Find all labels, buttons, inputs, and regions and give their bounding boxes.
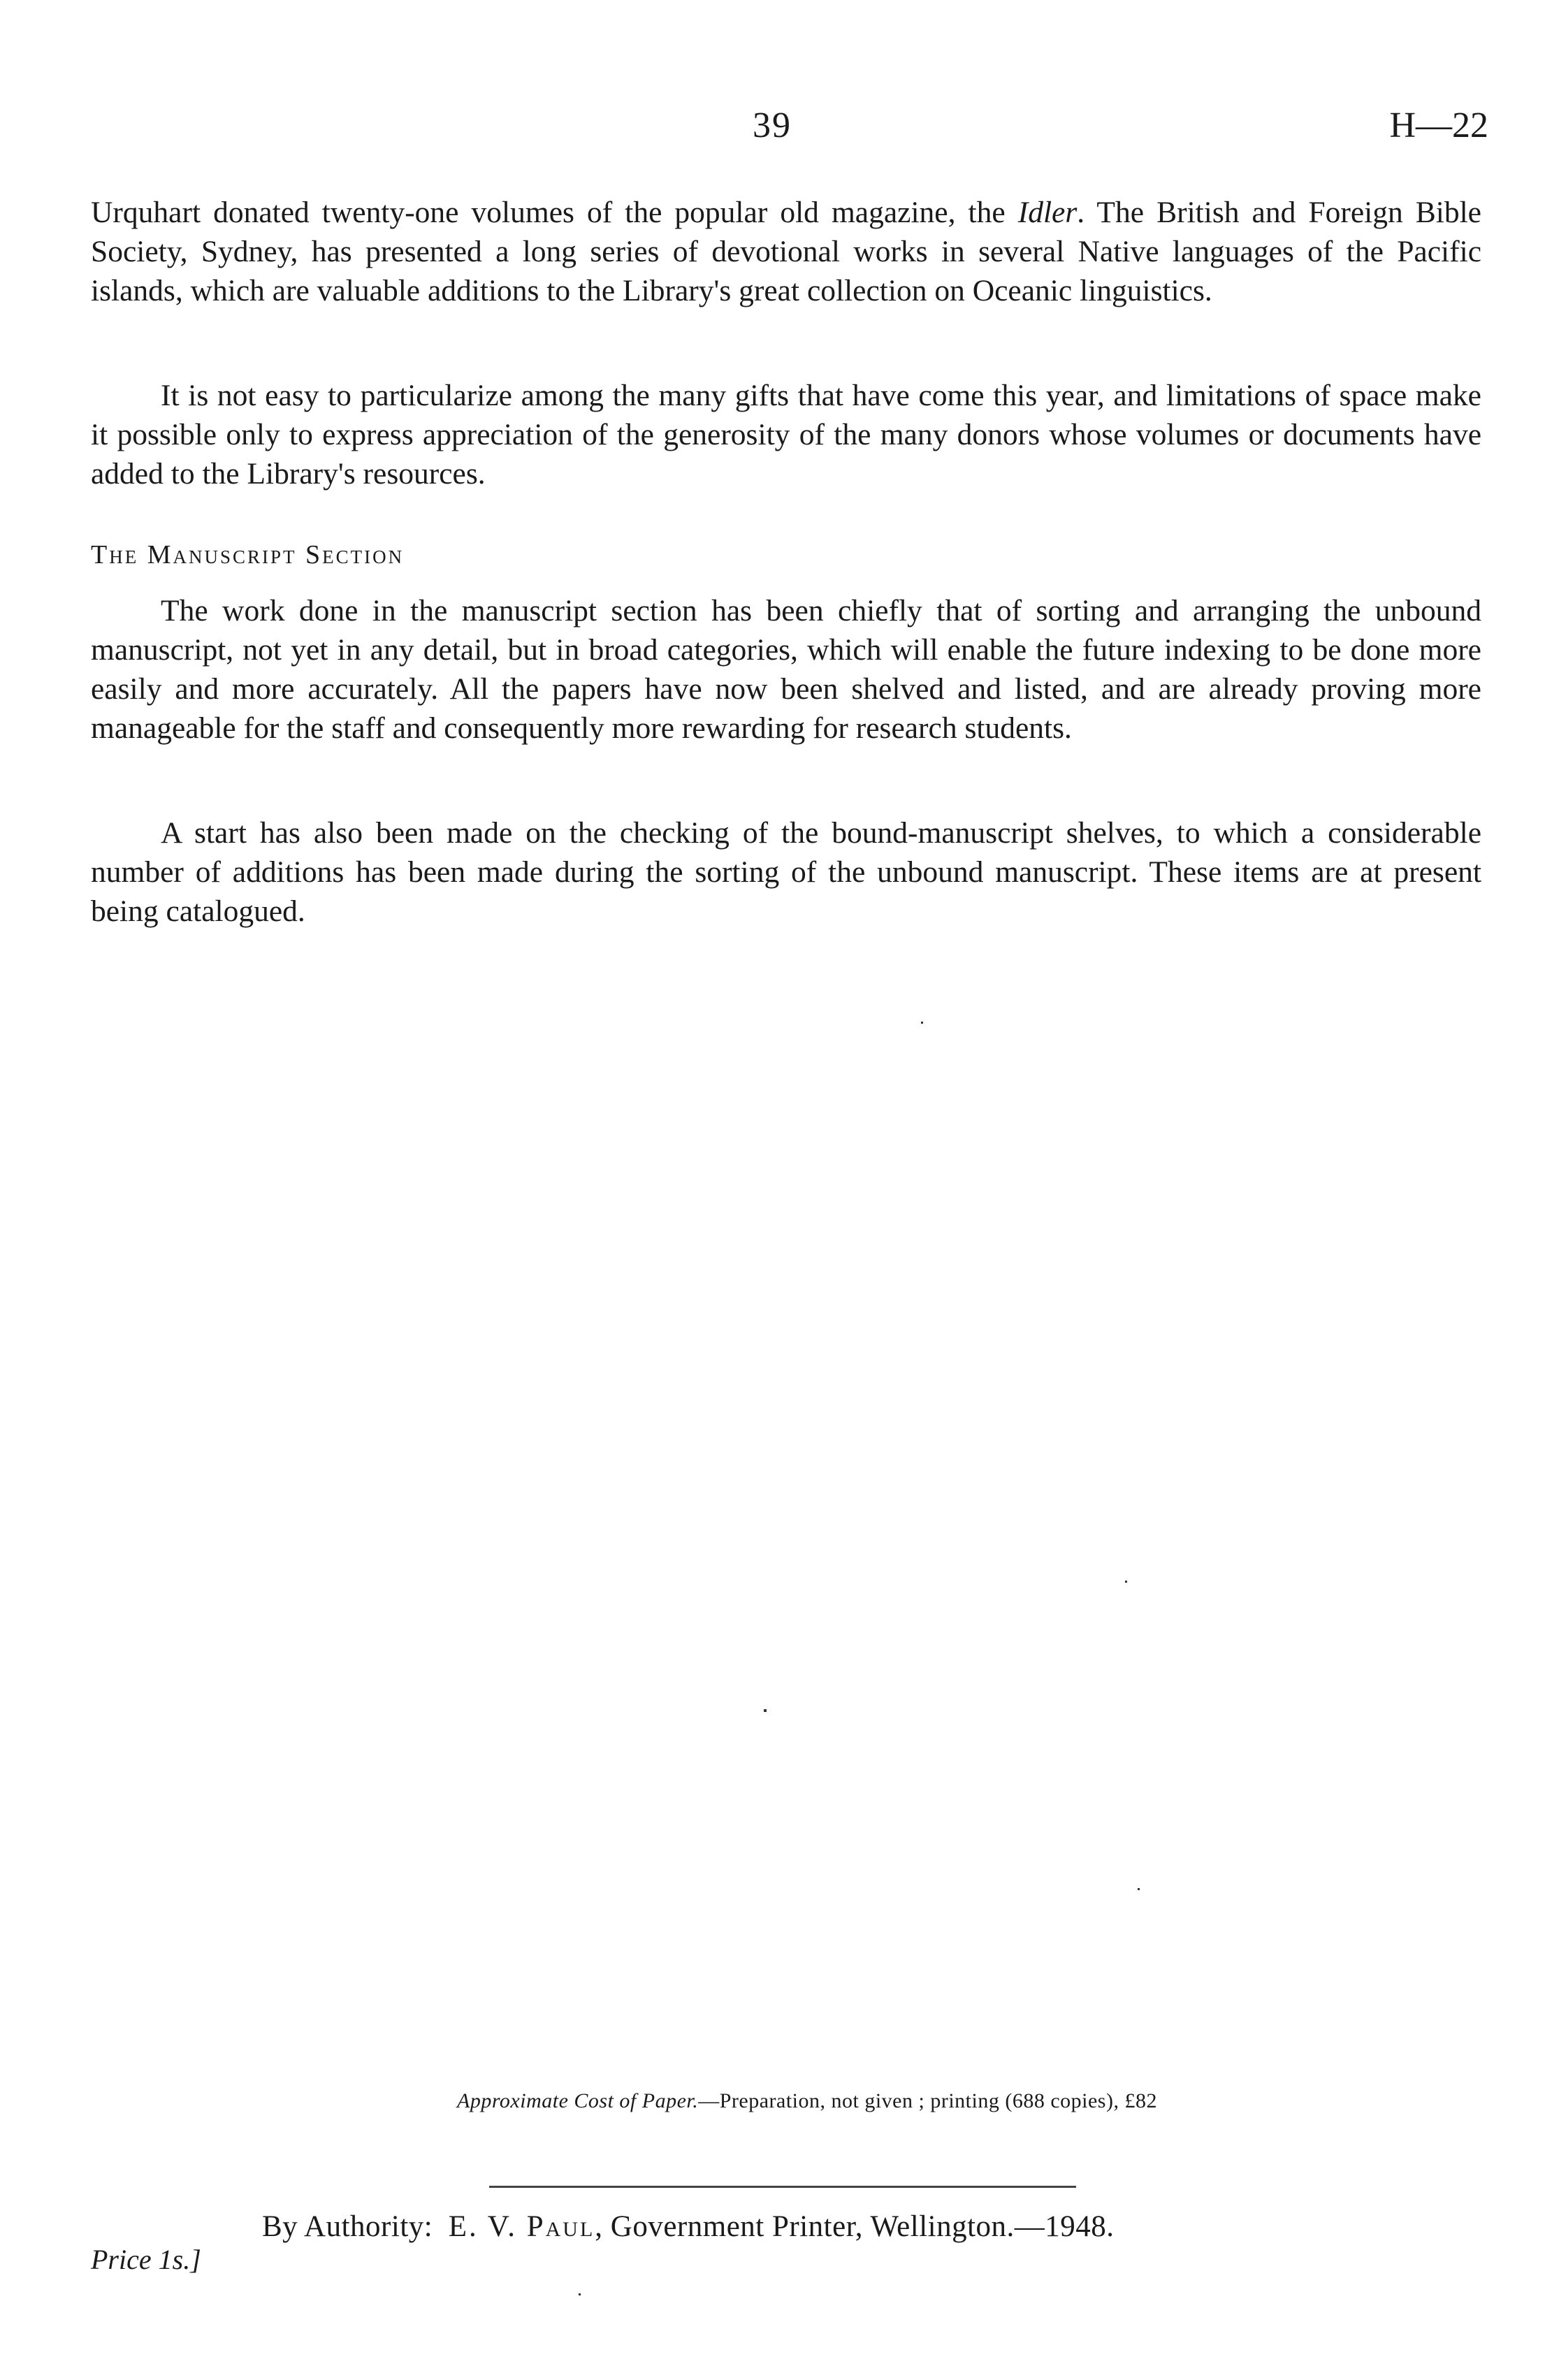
paragraph-gifts <box>91 193 1481 310</box>
price: Price 1s.] <box>91 2244 201 2275</box>
idler-title: Idler <box>1017 196 1078 229</box>
cost-of-paper <box>182 2089 1432 2113</box>
speck-mark <box>921 1022 923 1024</box>
document-reference: H—22 <box>1389 106 1488 145</box>
speck-mark <box>1138 1888 1140 1890</box>
speck-mark <box>764 1709 767 1712</box>
paragraph-gifts-text-1: Urquhart donated twenty-one volumes of the popular old magazine, the <box>91 196 1018 229</box>
cost-label: Approximate Cost of Paper. <box>457 2089 699 2112</box>
paragraph-bound-manuscript: A start has also been made on the checking of the bound-manuscript shelves, to which a considerable number of additions has been made during the sorting of the unbound manuscript. These items are at present being catalogued. <box>91 816 1481 928</box>
printer-name: E. V. Paul <box>448 2210 595 2243</box>
speck-mark <box>579 2293 581 2295</box>
speck-mark <box>1125 1581 1127 1583</box>
paragraph-gifts-text-2: . The British and Foreign Bible Society, Sydney, has presented a long series of devotional works in several Native languages of the Pacific islands, which are valuable additions to the Library's great collection on Oceanic linguistics. <box>91 196 1481 307</box>
paragraph-donors: It is not easy to particularize among the many gifts that have come this year, and limitations of space make it possible only to express appreciation of the generosity of the many donors whose volumes or documents have added to the Library's resources. <box>91 379 1481 491</box>
cost-text: —Preparation, not given ; printing (688 copies), £82 <box>698 2089 1157 2112</box>
authority-prefix: By Authority: <box>262 2210 433 2243</box>
page-number: 39 <box>753 106 792 145</box>
paragraph-manuscript-work: The work done in the manuscript section has been chiefly that of sorting and arranging the unbound manuscript, not yet in any detail, but in broad categories, which will enable the future indexing to be done more easily and more accurately. All the papers have now been shelved and listed, and are already proving more manageable for the staff and consequently more rewarding for research students. <box>91 594 1481 745</box>
footer-divider <box>489 2186 1076 2188</box>
authority-suffix: , Government Printer, Wellington.—1948. <box>595 2210 1115 2243</box>
authority-line <box>262 2210 1310 2244</box>
section-heading: The Manuscript Section <box>91 540 405 569</box>
